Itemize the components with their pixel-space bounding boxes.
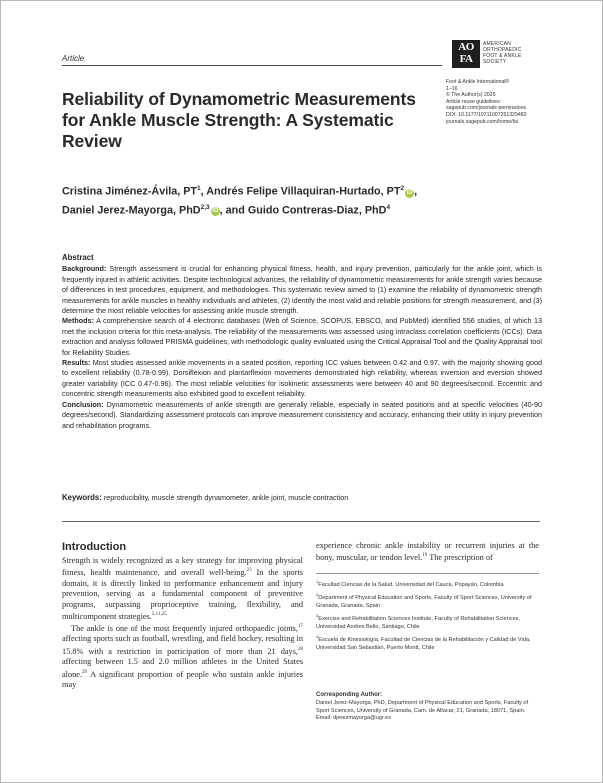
doi[interactable]: DOI: 10.1177/10711007251329483 [446,111,527,118]
abstract-background: Background: Strength assessment is crucial for enhancing physical fitness, health, and injury prevention, particularly for the ankle joint, which is frequently injured in athletic activities. Despite technological advances, the reliability of dynamometric measurements for ankle strength varies because of differences in test procedures, equipment, and methodologies. This systematic review aimed to (1) examine the reliability of dynamometric strength measurements for ankle muscles in healthy individuals and athletes, (2) identify the most valid and reliable positions for strength measurement, and (3) determine the most reliable velocities for assessing ankle muscle strength. [62,264,543,316]
abstract [62,253,542,431]
abstract-conclusion: Conclusion: Dynamometric measurements of ankle strength are generally reliable, especially in seated positions and at specific velocities (40-90 degrees/second). Standardizing assessment protocols can improve measurement consistency and accuracy, enhancing their utility in injury prevention and rehabilitation programs. [62,399,542,430]
aofas-logo-mark: AO FA [452,40,480,68]
introduction-heading: Introduction [62,541,127,553]
keywords: Keywords: reproducibility, muscle strength dynamometer, ankle joint, muscle contraction [62,493,349,502]
author-name: and Guido Contreras-Diaz, PhD [225,204,387,217]
corresponding-author [316,692,539,723]
page-range: 1–16 [446,85,458,92]
affiliation: $^4$Escuela de Kinesiología, Facultad de Ciencias de la Rehabilitación y Calidad de Vida, Universidad San Sebastián, Puerto Montt, Chile [316,634,531,651]
body-right-column: experience chronic ankle instability or recurrent injuries at the bony, muscular, or tendon level.$^{19}$ The prescription of [316,541,539,563]
affiliation: $^3$Exercise and Rehabilitation Sciences Institute, Faculty of Rehabilitation Sciences, Universidad Andres Bello, Santiago, Chile [316,613,521,630]
affiliation-rule [316,573,539,574]
affiliation: $^2$Department of Physical Education and Sports, Faculty of Sport Sciences, University of Granada, Granada, Spain [316,592,532,609]
corresponding-address: Daniel Jerez-Mayorga, PhD, Department of Physical Education and Sports, Faculty of Sport Sciences, University of Granada, Cam. de Alfacar, 21, Granada, 18071, Spain. [316,699,529,714]
reuse-label: Article reuse guidelines: [446,98,502,105]
corresponding-email[interactable]: Email: djerezmayorga@ugr.es [316,715,392,722]
affiliations [316,578,539,654]
corresponding-heading: Corresponding Author: [316,692,383,698]
header-rule [62,65,442,66]
abstract-results: Results: Most studies assessed ankle movements in a seated position, reporting ICC values between 0.42 and 0.97, with the majority showing good to excellent reliability (0.78-0.99). Dorsiflexion and plantarflexion movements demonstrated high reliability, whereas inversion and eversion showed greater variability (ICC 0.47-0.96). The most reliable velocities for isokinetic assessments were between 40 and 90 degrees/second. Eccentric and concentric strength measurements also exhibited good to excellent reliability. [62,358,542,399]
article-label: Article [62,54,85,63]
journal-meta [446,79,586,125]
orcid-icon[interactable]: iD [212,208,219,215]
paragraph: The ankle is one of the most frequently injured orthopaedic joints,$^{17}$ affecting sports such as football, wrestling, and field hockey, resulting in 15.8% with a restriction in participation of more than 21 days,$^{28}$ affecting between 1.5 and 2.0 million athletes in the United States alone.$^{29}$ A significant proportion of people who sustain ankle injuries may [62,624,304,689]
paragraph: Strength is widely recognized as a key strategy for improving physical fitness, health maintenance, and overall well-being.$^{23}$ In the sports domain, it is directly linked to performance enhancement and injury prevention, serving as a fundamental component of preventive programs, surpassing proprioceptive training, flexibility, and multicomponent strategies.$^{5,11,25}$ [62,556,303,621]
author-name: Andrés Felipe Villaquiran-Hurtado, PT [206,185,401,198]
author-list: Cristina Jiménez-Ávila, $PT^1$, Andrés Felipe Villaquiran-Hurtado, $PT^2iD$ , Daniel Jerez-Mayorga, PhD$^{2,3}$iD , and Guido Contreras-Diaz, PhD$^4$ [62,185,418,217]
aofas-logo [452,40,572,68]
aofas-logo-text: AMERICAN ORTHOPAEDIC FOOT & ANKLE SOCIETY [483,41,522,65]
abstract-methods: Methods: A comprehensive search of 4 electronic databases (Web of Science, SCOPUS, EBSCO, and PubMed) identified 556 studies, of which 13 met the inclusion criteria for this meta-analysis. The reliability of the measurements was assessed using intraclass correlation coefficients (ICCs). Data extraction and analysis followed PRISMA guidelines, with methodologic quality evaluated using the Critical Appraisal Tool and the Quality Appraisal tool for Reliability Studies. [62,316,542,357]
author-name: Cristina Jiménez-Ávila, PT [62,185,198,198]
abstract-heading: Abstract [62,253,94,262]
copyright: © The Author(s) 2025 [446,92,496,99]
affiliation: $^1$Facultad Ciencias de la Salud, Universidad del Cauca, Popayán, Colombia [316,579,504,588]
orcid-icon[interactable]: iD [406,189,413,196]
article-title: Reliability of Dynamometric Measurements for Ankle Muscle Strength: A Systematic Review [62,89,416,151]
permissions-link[interactable]: sagepub.com/journals-permissions [446,105,527,112]
body-left-column [62,556,303,690]
journal-name: Foot & Ankle International® [446,79,510,85]
journal-home-link[interactable]: journals.sagepub.com/home/fai [446,118,519,125]
author-name: Daniel Jerez-Mayorga, PhD [62,204,201,217]
section-divider [62,521,540,522]
